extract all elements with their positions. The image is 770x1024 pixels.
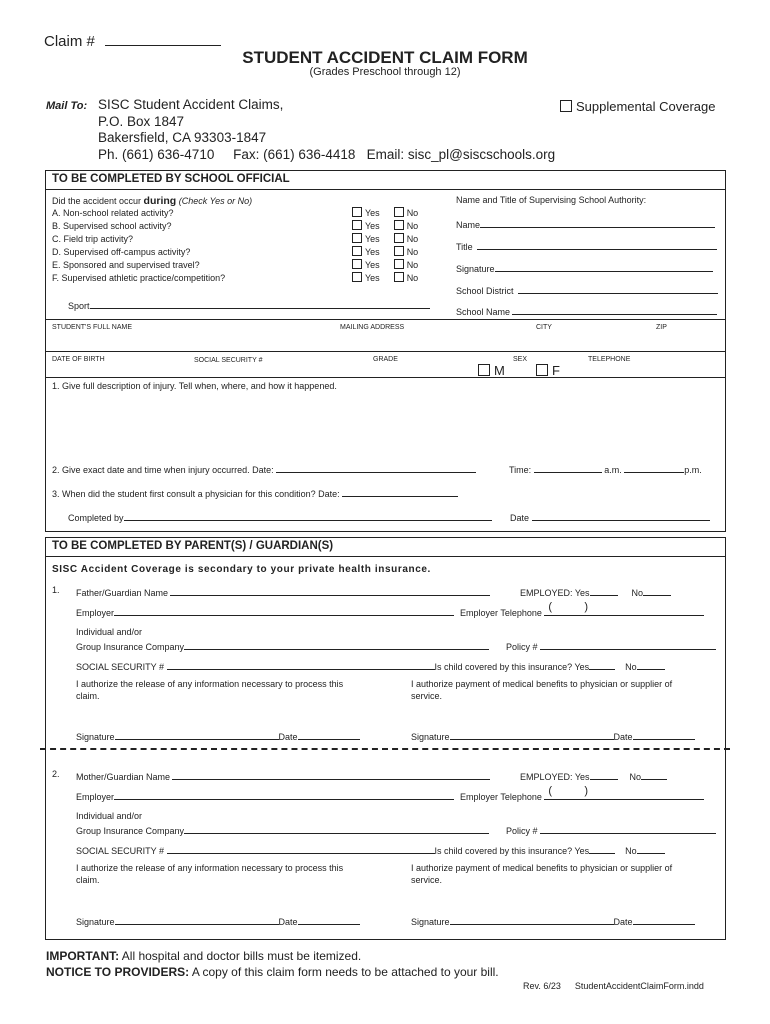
guardian-1-release-line-1: I authorize the release of any information necessary to process this	[76, 679, 344, 689]
mail-to-label: Mail To:	[46, 100, 88, 112]
no-checkbox[interactable]	[394, 233, 404, 243]
sex-label: SEX	[513, 356, 528, 363]
guardian-1-policy-field[interactable]	[506, 639, 716, 652]
guardian-2-ssn-line[interactable]	[167, 843, 435, 854]
guardian-2-employed-no-label: No	[629, 772, 642, 782]
guardian-2-release-text	[76, 862, 343, 886]
sex-female-option[interactable]	[536, 363, 560, 378]
guardian-1-payment-text	[411, 678, 672, 702]
yes-checkbox[interactable]	[352, 233, 362, 243]
question-during: during	[143, 195, 177, 207]
guardian-2-release-date-label: Date	[278, 917, 298, 927]
no-label: No	[406, 221, 419, 231]
question-prefix: Did the accident occur	[52, 196, 144, 206]
notice-to-providers	[46, 965, 499, 979]
guardian-2-insurance-line[interactable]	[184, 823, 489, 834]
guardian-1-employed-no-line[interactable]	[643, 585, 671, 596]
guardian-2-covered-no-line[interactable]	[637, 843, 665, 854]
guardian-1-payment-date-line[interactable]	[633, 729, 695, 740]
parent-title-divider	[45, 556, 726, 557]
notice-label: NOTICE TO PROVIDERS:	[46, 965, 190, 979]
revision-info	[523, 981, 704, 991]
guardian-2-payment-signature-field[interactable]	[411, 914, 695, 927]
activity-questions	[52, 207, 225, 285]
completed-date-line[interactable]	[532, 510, 710, 521]
student-name-label: STUDENT'S FULL NAME	[52, 324, 133, 331]
parent-section-title: TO BE COMPLETED BY PARENT(S) / GUARDIAN(S)	[52, 540, 334, 552]
guardian-2-ssn-label: SOCIAL SECURITY #	[76, 846, 165, 856]
guardian-2-payment-line-1: I authorize payment of medical benefits to physician or supplier of	[411, 863, 673, 873]
sport-label: Sport	[68, 301, 90, 311]
female-label: F	[552, 363, 560, 378]
guardian-2-release-signature-field[interactable]	[76, 914, 360, 927]
accident-question	[52, 195, 252, 207]
guardian-2-release-date-line[interactable]	[298, 914, 360, 925]
injury-row-top-line	[45, 377, 726, 378]
grade-label: GRADE	[373, 356, 398, 363]
city-label: CITY	[536, 324, 552, 331]
dob-row-top-line	[45, 351, 726, 352]
guardian-1-policy-line[interactable]	[540, 639, 716, 650]
no-checkbox[interactable]	[394, 272, 404, 282]
authority-title-field[interactable]	[456, 239, 717, 252]
guardian-2-covered-yes-line[interactable]	[589, 843, 615, 854]
mail-line-3: Bakersfield, CA 93303-1847	[98, 130, 267, 145]
zip-label: ZIP	[656, 324, 667, 331]
ssn-label: SOCIAL SECURITY #	[194, 357, 263, 364]
sport-line[interactable]	[90, 298, 430, 309]
guardian-1-insurance-label-1: Individual and/or	[76, 627, 143, 637]
guardian-1-ssn-field[interactable]	[76, 659, 665, 672]
pm-label: p.m.	[684, 465, 702, 475]
yes-no-row[interactable]	[352, 272, 418, 285]
guardian-1-employed-no-label: No	[631, 588, 644, 598]
female-checkbox[interactable]	[536, 364, 548, 376]
no-label: No	[406, 247, 419, 257]
question-suffix: (Check Yes or No)	[178, 196, 253, 206]
guardian-2-name-line[interactable]	[172, 769, 490, 780]
guardian-1-employer-tel-field[interactable]	[460, 601, 704, 618]
physician-date-line[interactable]	[342, 486, 458, 497]
yes-label: Yes	[365, 208, 380, 218]
authority-title-label: Title	[456, 242, 473, 252]
yes-checkbox[interactable]	[352, 272, 362, 282]
school-section-title: TO BE COMPLETED BY SCHOOL OFFICIAL	[52, 173, 290, 185]
guardian-2-employed-yes-line[interactable]	[590, 769, 618, 780]
no-checkbox[interactable]	[394, 259, 404, 269]
school-name-label: School Name	[456, 307, 511, 317]
guardian-2-release-line-2: claim.	[76, 875, 100, 885]
yes-checkbox[interactable]	[352, 259, 362, 269]
question-b: B. Supervised school activity?	[52, 221, 172, 231]
guardian-2-number: 2.	[52, 769, 60, 779]
mailing-address-block	[98, 97, 555, 163]
yes-label: Yes	[365, 221, 380, 231]
guardian-2-policy-label: Policy #	[506, 826, 538, 836]
guardian-2-employed-no-line[interactable]	[641, 769, 667, 780]
question-c: C. Field trip activity?	[52, 234, 134, 244]
guardian-1-ssn-line[interactable]	[167, 659, 435, 670]
injury-description-question: 1. Give full description of injury. Tell when, where, and how it happened.	[52, 381, 337, 391]
injury-time-label: Time:	[509, 465, 532, 475]
guardian-1-name-line[interactable]	[170, 585, 490, 596]
injury-time-field[interactable]	[509, 462, 702, 475]
completed-by-line[interactable]	[124, 510, 492, 521]
guardian-2-payment-signature-label: Signature	[411, 917, 450, 927]
yes-no-row[interactable]	[352, 220, 418, 233]
physician-date-field[interactable]	[52, 486, 458, 499]
injury-date-label: 2. Give exact date and time when injury occurred. Date:	[52, 465, 274, 475]
guardian-2-employer-label: Employer	[76, 792, 115, 802]
guardian-1-payment-line-2: service.	[411, 691, 443, 701]
mail-line-4: Ph. (661) 636-4710 Fax: (661) 636-4418 Email: sisc_pl@siscschools.org	[98, 146, 556, 162]
guardian-separator	[40, 748, 730, 750]
no-label: No	[406, 260, 419, 270]
supplemental-coverage-option[interactable]	[560, 99, 715, 114]
question-e: E. Sponsored and supervised travel?	[52, 260, 200, 270]
guardian-2-payment-line-2: service.	[411, 875, 443, 885]
guardian-2-policy-field[interactable]	[506, 823, 716, 836]
school-name-field[interactable]	[456, 304, 717, 317]
claim-number-line[interactable]	[105, 35, 221, 46]
guardian-1-release-line-2: claim.	[76, 691, 100, 701]
guardian-1-name-label: Father/Guardian Name	[76, 588, 169, 598]
guardian-1-covered-no-line[interactable]	[637, 659, 665, 670]
guardian-2-employer-field[interactable]	[76, 789, 454, 802]
guardian-1-payment-signature-field[interactable]	[411, 729, 695, 742]
authority-title-line[interactable]	[477, 239, 717, 250]
secondary-coverage-note: SISC Accident Coverage is secondary to your private health insurance.	[52, 564, 431, 575]
yes-checkbox[interactable]	[352, 207, 362, 217]
guardian-1-release-signature-line[interactable]	[115, 729, 279, 740]
no-label: No	[406, 234, 419, 244]
no-checkbox[interactable]	[394, 207, 404, 217]
injury-date-field[interactable]	[52, 462, 476, 475]
guardian-2-employed-label: EMPLOYED: Yes	[520, 772, 590, 782]
guardian-2-policy-line[interactable]	[540, 823, 716, 834]
important-label: IMPORTANT:	[46, 949, 120, 963]
telephone-label: TELEPHONE	[588, 356, 631, 363]
yes-checkbox[interactable]	[352, 220, 362, 230]
guardian-1-employed-label: EMPLOYED: Yes	[520, 588, 590, 598]
guardian-1-policy-label: Policy #	[506, 642, 538, 652]
pm-time-line[interactable]	[624, 462, 684, 473]
completed-by-label: Completed by	[68, 513, 124, 523]
sex-male-option[interactable]	[478, 363, 505, 378]
yes-no-row[interactable]	[352, 233, 418, 246]
authority-signature-field[interactable]	[456, 261, 713, 274]
guardian-1-payment-date-label: Date	[613, 732, 633, 742]
guardian-1-employer-label: Employer	[76, 608, 115, 618]
guardian-1-insurance-label-2: Group Insurance Company	[76, 641, 185, 652]
guardian-1-insurance-line[interactable]	[184, 639, 489, 650]
yes-label: Yes	[365, 260, 380, 270]
guardian-1-insurance-field[interactable]	[76, 627, 489, 653]
guardian-1-release-signature-field[interactable]	[76, 729, 360, 742]
school-title-divider	[45, 189, 726, 190]
guardian-2-ssn-field[interactable]	[76, 843, 665, 856]
important-text: All hospital and doctor bills must be itemized.	[119, 949, 362, 963]
supplemental-checkbox[interactable]	[560, 100, 572, 112]
yes-no-checkboxes[interactable]	[352, 207, 418, 285]
guardian-1-employer-tel-label: Employer Telephone	[460, 608, 542, 618]
guardian-1-employed-yes-line[interactable]	[590, 585, 618, 596]
guardian-2-payment-signature-line[interactable]	[450, 914, 614, 925]
yes-checkbox[interactable]	[352, 246, 362, 256]
authority-title: Name and Title of Supervising School Authority:	[456, 195, 647, 205]
guardian-2-insurance-label-2: Group Insurance Company	[76, 825, 185, 836]
file-name: StudentAccidentClaimForm.indd	[574, 981, 704, 991]
guardian-2-covered-label: Is child covered by this insurance? Yes	[434, 846, 590, 856]
male-label: M	[494, 363, 505, 378]
guardian-1-covered-label: Is child covered by this insurance? Yes	[434, 662, 590, 672]
guardian-2-employer-tel-label: Employer Telephone	[460, 792, 542, 802]
revision-label: Rev. 6/23	[523, 981, 561, 991]
guardian-1-payment-line-1: I authorize payment of medical benefits to physician or supplier of	[411, 679, 673, 689]
injury-date-line[interactable]	[276, 462, 476, 473]
sport-field[interactable]	[68, 298, 430, 311]
yes-label: Yes	[365, 247, 380, 257]
school-name-line[interactable]	[512, 304, 717, 315]
guardian-2-insurance-label-1: Individual and/or	[76, 811, 143, 821]
guardian-1-payment-signature-label: Signature	[411, 732, 450, 742]
yes-no-row[interactable]	[352, 259, 418, 272]
mail-line-2: P.O. Box 1847	[98, 113, 185, 129]
authority-signature-line[interactable]	[495, 261, 713, 272]
guardian-2-release-line-1: I authorize the release of any information necessary to process this	[76, 863, 344, 873]
important-note	[46, 949, 361, 963]
am-label: a.m.	[604, 465, 622, 475]
authority-name-field[interactable]	[456, 217, 715, 230]
form-subtitle: (Grades Preschool through 12)	[309, 66, 461, 78]
guardian-1-employed-field[interactable]	[520, 585, 671, 598]
completed-by-field[interactable]	[68, 510, 492, 523]
authority-signature-label: Signature	[456, 264, 495, 274]
dob-label: DATE OF BIRTH	[52, 356, 105, 363]
student-row-top-line	[45, 319, 726, 320]
guardian-2-payment-date-line[interactable]	[633, 914, 695, 925]
guardian-2-employer-line[interactable]	[114, 789, 454, 800]
guardian-1-employer-tel-line[interactable]: ( )	[544, 605, 704, 616]
guardian-2-payment-date-label: Date	[613, 917, 633, 927]
male-checkbox[interactable]	[478, 364, 490, 376]
supplemental-label: Supplemental Coverage	[576, 99, 716, 114]
guardian-1-release-signature-label: Signature	[76, 732, 115, 742]
guardian-1-employer-line[interactable]	[114, 605, 454, 616]
claim-label: Claim #	[44, 33, 95, 50]
guardian-1-release-date-label: Date	[278, 732, 298, 742]
guardian-1-covered-yes-line[interactable]	[589, 659, 615, 670]
no-label: No	[406, 273, 419, 283]
question-a: A. Non-school related activity?	[52, 208, 174, 218]
mailing-address-label: MAILING ADDRESS	[340, 324, 405, 331]
guardian-1-ssn-label: SOCIAL SECURITY #	[76, 662, 165, 672]
yes-label: Yes	[365, 234, 380, 244]
guardian-2-employer-tel-line[interactable]: ( )	[544, 789, 704, 800]
guardian-2-release-signature-line[interactable]	[115, 914, 279, 925]
no-checkbox[interactable]	[394, 246, 404, 256]
yes-label: Yes	[365, 273, 380, 283]
no-checkbox[interactable]	[394, 220, 404, 230]
guardian-2-employed-field[interactable]	[520, 769, 667, 782]
no-label: No	[406, 208, 419, 218]
injury-time-line[interactable]	[534, 462, 602, 473]
school-district-line[interactable]	[518, 283, 718, 294]
guardian-1-payment-signature-line[interactable]	[450, 729, 614, 740]
guardian-2-covered-no-label: No	[625, 846, 637, 856]
authority-name-line[interactable]	[480, 217, 715, 228]
mail-line-1: SISC Student Accident Claims,	[98, 97, 284, 112]
school-district-field[interactable]	[456, 283, 718, 296]
school-district-label: School District	[456, 286, 514, 296]
guardian-1-number: 1.	[52, 585, 60, 595]
guardian-1-name-field[interactable]	[76, 585, 490, 598]
notice-text: A copy of this claim form needs to be attached to your bill.	[189, 965, 499, 979]
question-d: D. Supervised off-campus activity?	[52, 247, 191, 257]
guardian-2-name-field[interactable]	[76, 769, 490, 782]
completed-date-label: Date	[510, 513, 530, 523]
guardian-2-name-label: Mother/Guardian Name	[76, 772, 171, 782]
guardian-2-payment-text	[411, 862, 672, 886]
guardian-2-insurance-field[interactable]	[76, 811, 489, 837]
guardian-1-release-text	[76, 678, 343, 702]
question-f: F. Supervised athletic practice/competition?	[52, 273, 226, 283]
authority-name-label: Name	[456, 220, 481, 230]
guardian-1-release-date-line[interactable]	[298, 729, 360, 740]
guardian-1-covered-no-label: No	[625, 662, 637, 672]
physician-date-label: 3. When did the student first consult a physician for this condition? Date:	[52, 489, 340, 499]
guardian-1-employer-field[interactable]	[76, 605, 454, 618]
guardian-2-employer-tel-field[interactable]	[460, 785, 704, 802]
yes-no-row[interactable]	[352, 246, 418, 259]
guardian-2-release-signature-label: Signature	[76, 917, 115, 927]
form-title: STUDENT ACCIDENT CLAIM FORM	[242, 48, 528, 67]
yes-no-row[interactable]	[352, 207, 418, 220]
completed-date-field[interactable]	[510, 510, 710, 523]
